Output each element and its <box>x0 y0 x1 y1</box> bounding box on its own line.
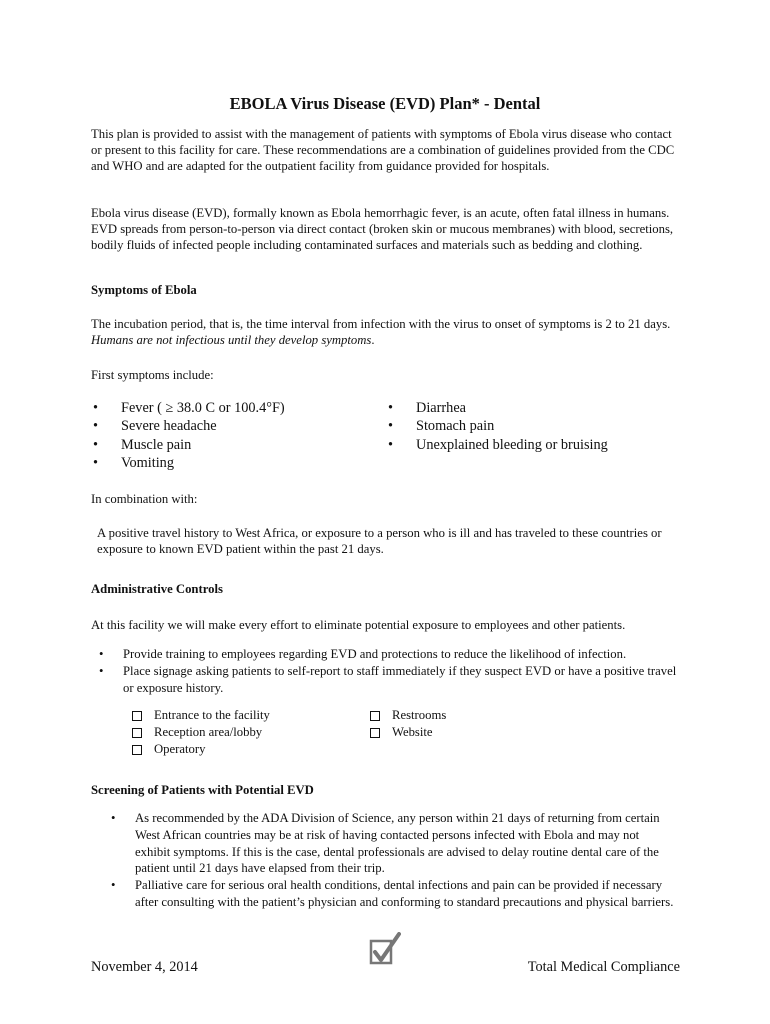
bullet: • <box>99 663 104 678</box>
checklist-label: Operatory <box>154 742 206 756</box>
bullet: • <box>111 878 116 893</box>
admin-bullet-list <box>99 646 679 696</box>
list-item <box>93 436 363 454</box>
symptom-label: Vomiting <box>121 454 174 471</box>
checklist-item <box>370 724 446 741</box>
bullet: • <box>93 418 99 435</box>
symptom-label: Stomach pain <box>416 418 495 435</box>
checklist-item <box>132 741 270 758</box>
empty-checkbox-icon <box>370 711 380 721</box>
bullet: • <box>93 400 99 416</box>
symptom-label: Unexplained bleeding or bruising <box>416 436 608 453</box>
checklist-label: Restrooms <box>392 708 447 722</box>
bullet: • <box>388 436 394 453</box>
checklist-label: Entrance to the facility <box>154 708 270 722</box>
checkbox-checkmark-logo-icon <box>369 932 401 968</box>
incubation-italic: Humans are not infectious until they develop symptoms <box>91 333 372 347</box>
screening-bullet-text: Palliative care for serious oral health conditions, dental infections and pain can be provided if necessary after consulting with the patient’s physician and conforming to standard precautions and physical barriers. <box>135 878 674 909</box>
list-item <box>111 810 676 877</box>
symptoms-heading: Symptoms of Ebola <box>91 283 197 297</box>
empty-checkbox-icon <box>132 745 142 755</box>
screening-heading: Screening of Patients with Potential EVD <box>91 783 314 797</box>
admin-bullet-text: Place signage asking patients to self-report to staff immediately if they suspect EVD or have a positive travel or exposure history. <box>123 663 677 695</box>
symptom-label: Fever ( ≥ 38.0 C or 100.4°F) <box>121 400 285 416</box>
signage-checklist-left <box>132 707 270 758</box>
intro-paragraph-2: Ebola virus disease (EVD), formally known as Ebola hemorrhagic fever, is an acute, often fatal illness in humans. EVD spreads from person-to-person via direct contact (broken skin or mucous membranes) with blood, secretions, bodily fluids of infected people including contaminated surfaces and materials such as bedding and clothing. <box>91 206 674 252</box>
bullet: • <box>388 400 394 416</box>
incubation-text: The incubation period, that is, the time interval from infection with the virus to onset of symptoms is 2 to 21 days. <box>91 317 671 331</box>
symptom-label: Severe headache <box>121 418 217 435</box>
empty-checkbox-icon <box>370 728 380 738</box>
bullet: • <box>93 436 99 453</box>
bullet: • <box>388 418 394 435</box>
bullet: • <box>99 647 104 661</box>
empty-checkbox-icon <box>132 711 142 721</box>
combination-text: A positive travel history to West Africa, or exposure to a person who is ill and has traveled to these countries or exposure to known EVD patient within the past 21 days. <box>97 526 662 556</box>
screening-bullet-list <box>111 810 676 911</box>
symptom-list-left <box>93 399 363 472</box>
intro-paragraph-1: This plan is provided to assist with the management of patients with symptoms of Ebola virus disease who contact or present to this facility for care. These recommendations are a combination of guidelines provided from the CDC and WHO and are adapted for the outpatient facility from guidance provided for hospitals. <box>91 127 675 173</box>
list-item <box>93 399 363 417</box>
footer-company: Total Medical Compliance <box>527 959 680 975</box>
combination-label: In combination with: <box>91 492 198 506</box>
list-item <box>99 663 679 697</box>
incubation-paragraph <box>91 316 681 348</box>
bullet: • <box>93 454 99 471</box>
document-title: EBOLA Virus Disease (EVD) Plan* - Dental <box>229 94 541 113</box>
symptom-label: Diarrhea <box>416 400 467 416</box>
list-item <box>99 646 679 663</box>
bullet: • <box>111 811 116 825</box>
list-item <box>111 877 676 911</box>
admin-intro: At this facility we will make every effort to eliminate potential exposure to employees and other patients. <box>91 618 626 632</box>
list-item <box>388 436 688 454</box>
signage-checklist-right <box>370 707 446 741</box>
list-item <box>93 417 363 435</box>
empty-checkbox-icon <box>132 728 142 738</box>
checklist-label: Website <box>392 725 433 739</box>
checklist-label: Reception area/lobby <box>154 725 263 739</box>
checklist-item <box>132 724 270 741</box>
admin-bullet-text: Provide training to employees regarding EVD and protections to reduce the likelihood of infection. <box>123 647 627 661</box>
incubation-end: . <box>371 333 375 347</box>
list-item <box>388 399 688 417</box>
first-symptoms-label: First symptoms include: <box>91 368 214 382</box>
administrative-controls-heading: Administrative Controls <box>91 582 223 596</box>
list-item <box>388 417 688 435</box>
checklist-item <box>132 707 270 724</box>
checklist-item <box>370 707 446 724</box>
footer-date: November 4, 2014 <box>91 959 198 975</box>
list-item <box>93 454 363 472</box>
screening-bullet-text: As recommended by the ADA Division of Science, any person within 21 days of returning from certain West African countries may be at risk of having contacted persons infected with Ebola and may not exhibit symptoms. If this is the case, dental professionals are advised to delay routine dental care of the patient until 21 days have elapsed from their trip. <box>135 811 660 876</box>
symptom-list-right <box>388 399 688 454</box>
symptom-label: Muscle pain <box>121 436 192 453</box>
